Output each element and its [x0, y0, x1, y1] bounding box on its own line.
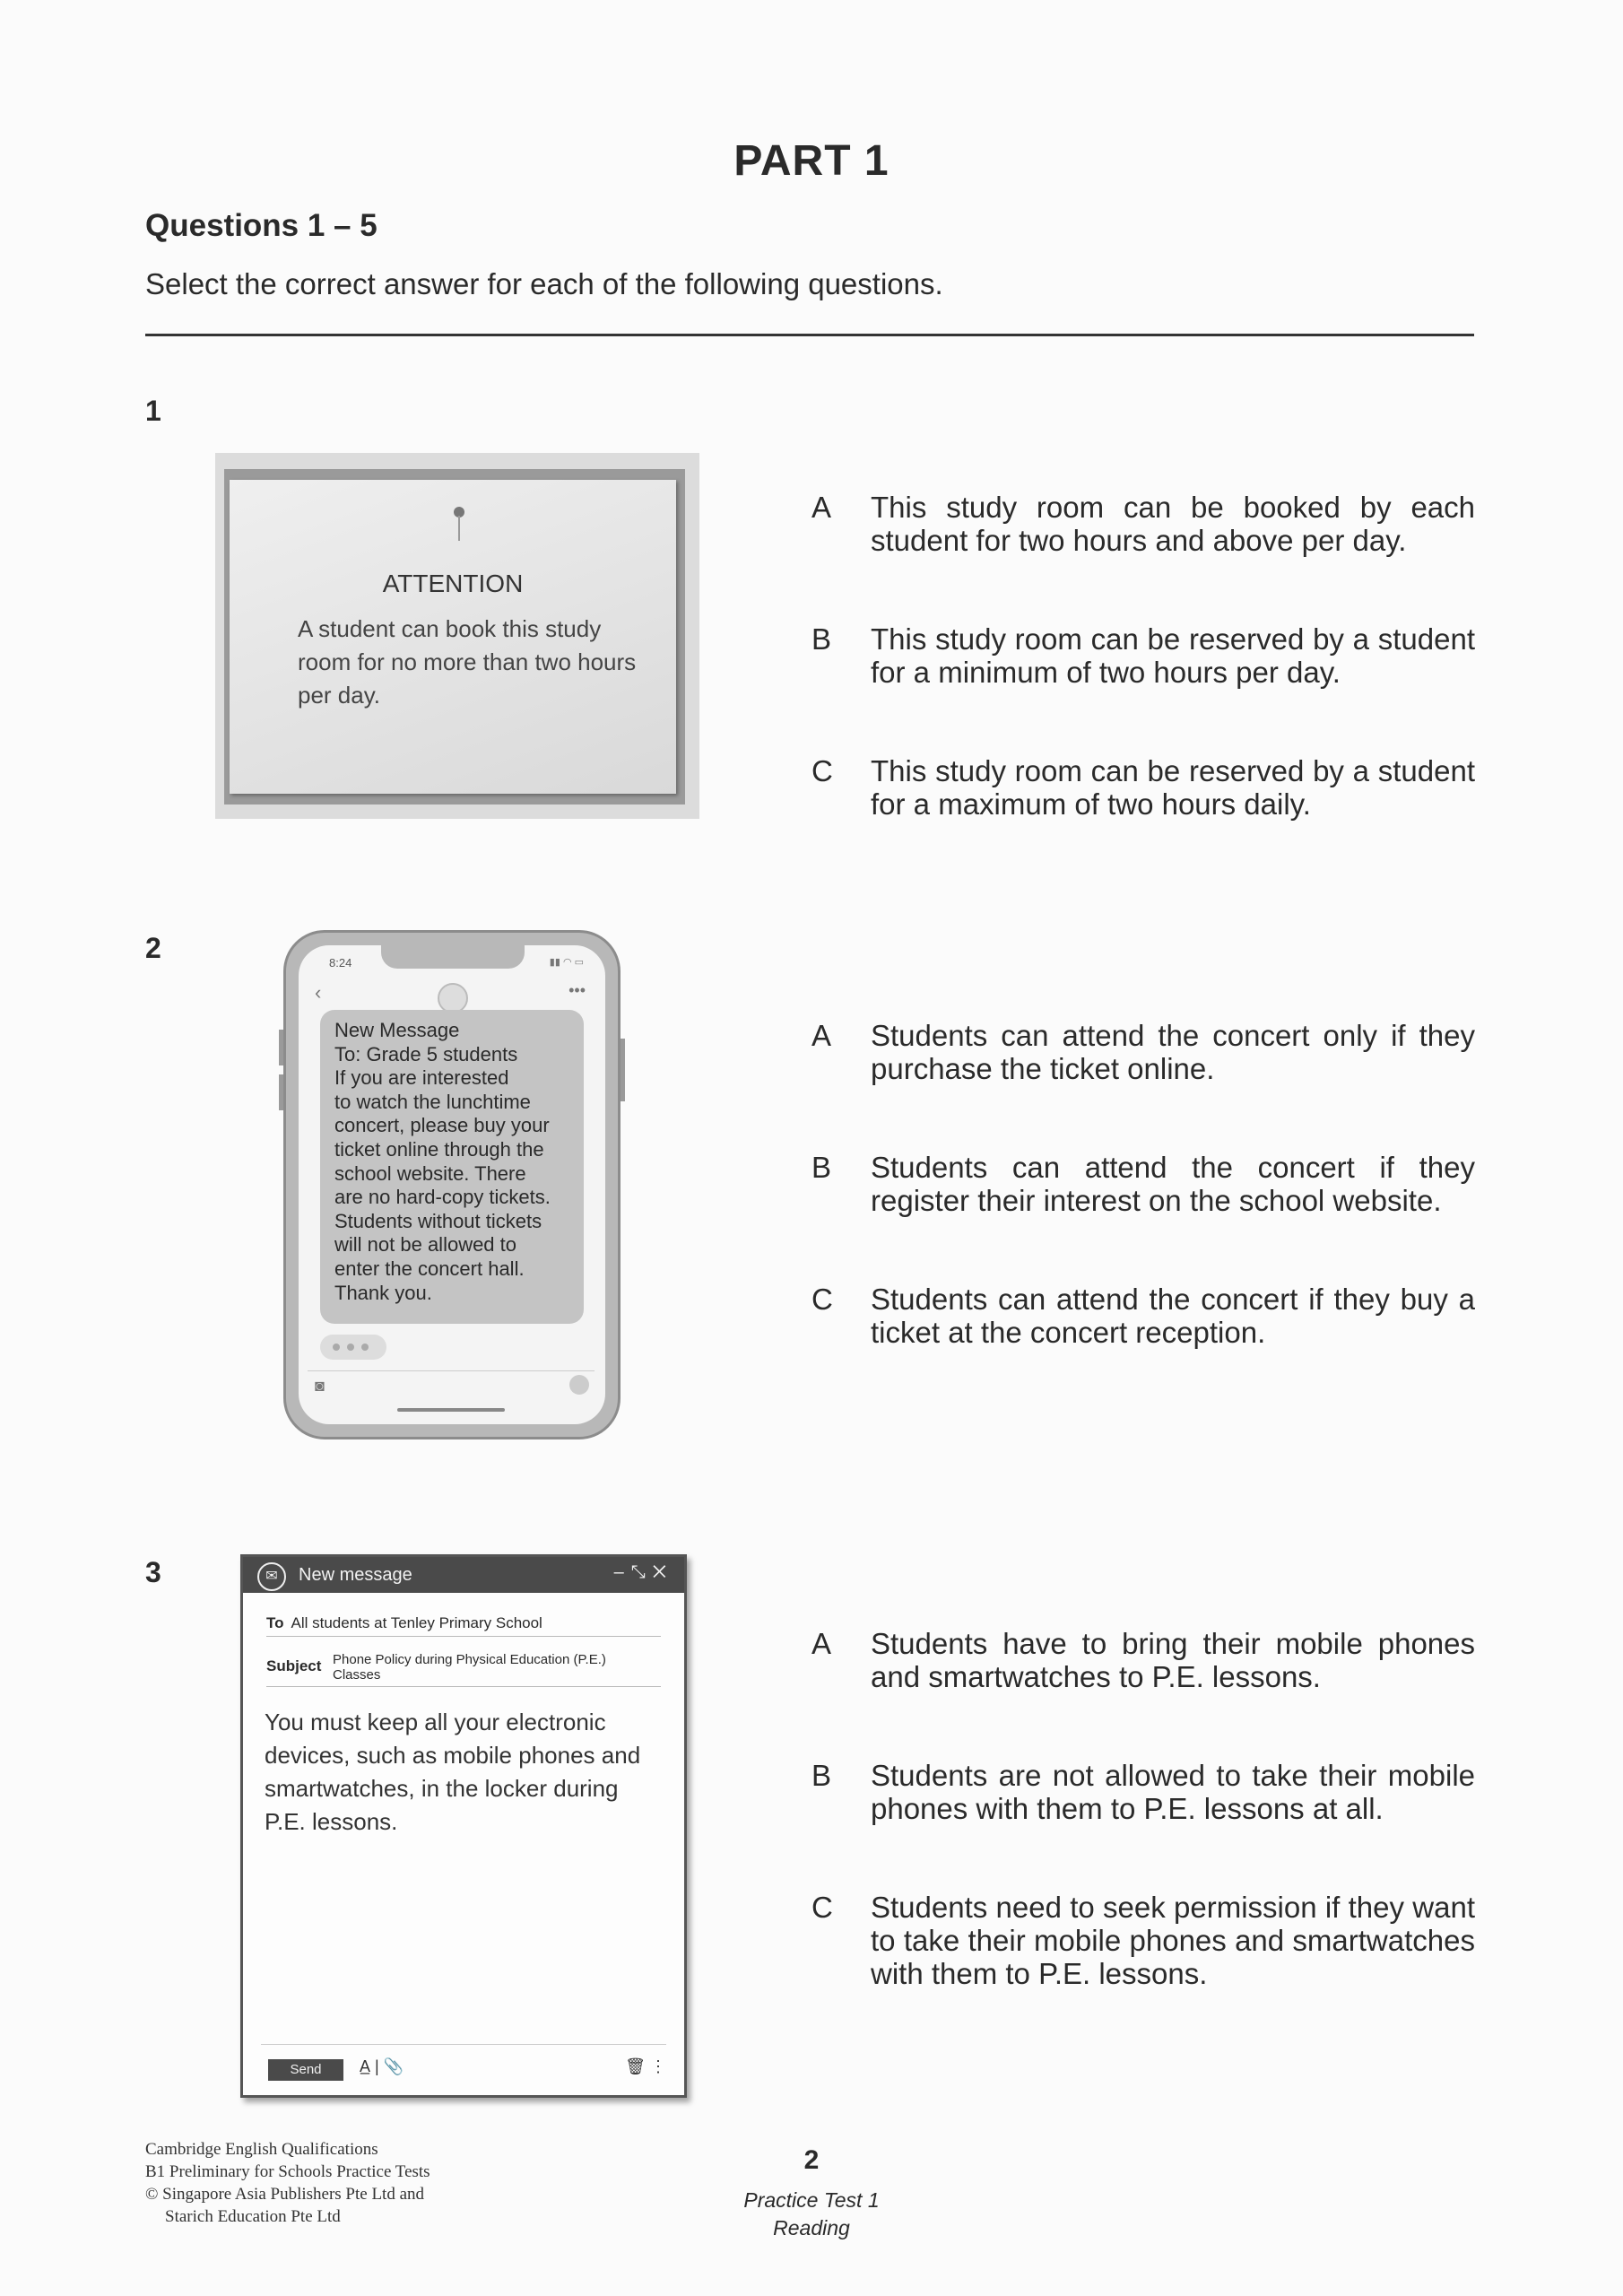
format-attach-icon: A̲ | 📎 [360, 2057, 404, 2075]
subject-label: Subject [266, 1657, 322, 1674]
notice-body: A student can book this study room for no more than two hours per day. [298, 615, 637, 709]
option-letter: A [812, 1627, 832, 1660]
question-number-2: 2 [145, 932, 161, 964]
email-window-image [240, 1554, 687, 2098]
email-window-title: New message [299, 1565, 412, 1585]
phone-side-button [279, 1074, 283, 1110]
phone-image [283, 930, 621, 1439]
send-arrow-icon [569, 1375, 589, 1395]
test-name: Practice Test 1 [743, 2188, 880, 2212]
option-text: Students can attend the concert only if they purchase the ticket online. [871, 1019, 1475, 1085]
message-text: New Message To: Grade 5 students If you are interested to watch the lunchtime concert, please buy your ticket online through the school website. There are no hard-copy tickets. Students without tickets will not be allowed to enter the concert hall. Thank you. [334, 1019, 551, 1304]
phone-screen [299, 945, 605, 1424]
question-number-1: 1 [145, 395, 161, 427]
more-dots-icon: ••• [568, 981, 586, 999]
subject-value: Phone Policy during Physical Education (P.E.) Classes [333, 1652, 606, 1683]
option-text: This study room can be booked by each student for two hours and above per day. [871, 491, 1475, 557]
page-number: 2 [803, 2145, 820, 2175]
typing-indicator [320, 1335, 386, 1360]
option-text: Students can attend the concert if they buy a ticket at the concert reception. [871, 1283, 1475, 1349]
send-button: Send [268, 2059, 343, 2081]
option-text: Students are not allowed to take their mobile phones with them to P.E. lessons at all. [871, 1759, 1475, 1825]
phone-side-button [279, 1030, 283, 1065]
option-letter: A [812, 491, 832, 524]
home-indicator [397, 1408, 505, 1412]
divider [266, 1686, 661, 1687]
test-label [0, 2187, 1623, 2242]
option-letter: C [812, 1891, 833, 1924]
envelope-icon: ✉ [257, 1562, 286, 1591]
option-letter: A [812, 1019, 832, 1052]
phone-side-button [621, 1039, 625, 1101]
to-value: All students at Tenley Primary School [291, 1614, 542, 1631]
message-input-bar [308, 1370, 595, 1398]
camera-icon: ◙ [315, 1377, 325, 1395]
option-text: This study room can be reserved by a student for a minimum of two hours per day. [871, 622, 1475, 689]
option-text: This study room can be reserved by a student for a maximum of two hours daily. [871, 754, 1475, 821]
to-label: To [266, 1614, 284, 1631]
notice-title: ATTENTION [382, 570, 524, 597]
instructions: Select the correct answer for each of the following questions. [145, 267, 943, 300]
option-letter: B [812, 1759, 832, 1792]
option-letter: C [812, 1283, 833, 1316]
option-letter: C [812, 754, 833, 787]
to-field [266, 1614, 542, 1632]
option-letter: B [812, 1151, 832, 1184]
email-title-bar [243, 1557, 684, 1593]
email-body: You must keep all your electronic devices, such as mobile phones and smartwatches, in the locker during P.E. lessons. [265, 1709, 641, 1835]
window-controls-icon: –⤡✕ [613, 1562, 673, 1582]
status-time: 8:24 [329, 956, 352, 970]
option-text: Students can attend the concert if they register their interest on the school website. [871, 1151, 1475, 1217]
divider [266, 1636, 661, 1637]
back-chevron-icon: ‹ [315, 981, 322, 1004]
notice-image [215, 453, 699, 819]
divider [261, 2044, 666, 2045]
pin-needle [458, 516, 460, 541]
option-letter: B [812, 622, 832, 656]
contact-avatar-icon [438, 983, 468, 1013]
message-bubble [320, 1010, 584, 1324]
question-number-3: 3 [145, 1556, 161, 1588]
phone-notch [381, 945, 525, 969]
option-text: Students need to seek permission if they want to take their mobile phones and smartwatches with them to P.E. lessons. [871, 1891, 1475, 1990]
divider [145, 334, 1474, 336]
notice-paper [230, 480, 676, 794]
publisher-info: Cambridge English Qualifications B1 Preliminary for Schools Practice Tests © Singapore Asia Publishers Pte Ltd and Starich Education Pte Ltd [145, 2140, 430, 2226]
page-title: PART 1 [733, 137, 890, 185]
option-text: Students have to bring their mobile phones and smartwatches to P.E. lessons. [871, 1627, 1475, 1693]
questions-heading: Questions 1 – 5 [145, 208, 378, 243]
test-section: Reading [773, 2216, 850, 2239]
trash-more-icon: 🗑 ⋮ [625, 2057, 666, 2075]
signal-icon: ▮▮ ◠ ▭ [549, 957, 584, 968]
